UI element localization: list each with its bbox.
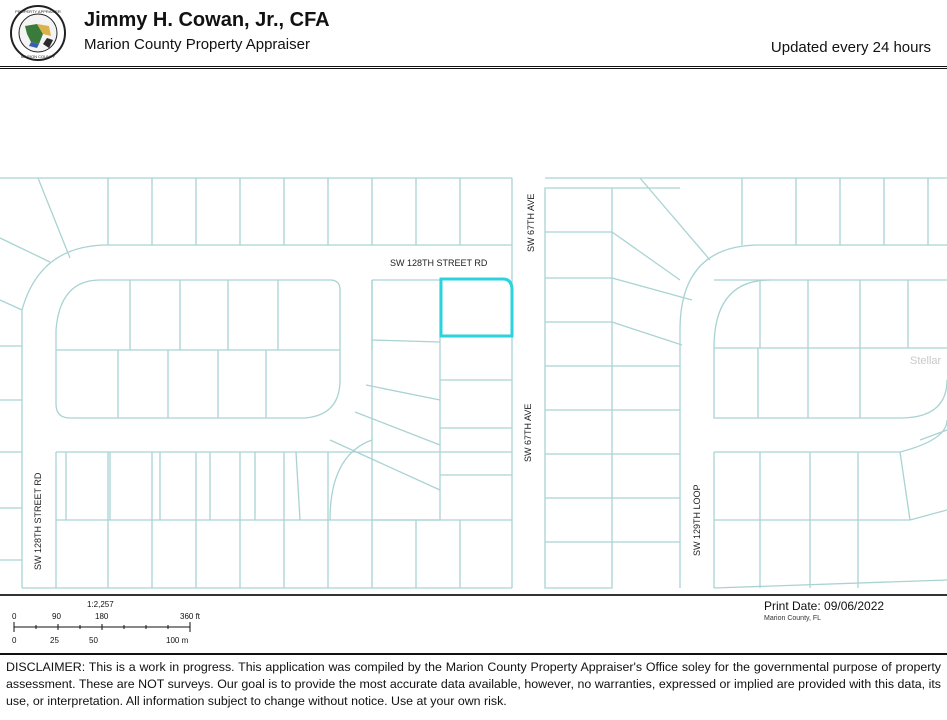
scale-ft-360: 360 ft xyxy=(180,612,201,621)
print-date: Print Date: 09/06/2022 xyxy=(764,599,885,613)
parcel-lines xyxy=(0,178,947,588)
street-label-67th-ave-top: SW 67TH AVE xyxy=(526,193,536,252)
map-watermark: Stellar xyxy=(910,355,942,367)
print-county: Marion County, FL xyxy=(764,615,822,622)
scale-m-25: 25 xyxy=(50,636,59,645)
header-divider xyxy=(0,66,947,67)
parcel-map-canvas[interactable] xyxy=(0,68,947,595)
office-name: Marion County Property Appraiser xyxy=(84,36,310,53)
scale-ft-0: 0 xyxy=(12,612,17,621)
street-label-67th-ave-mid: SW 67TH AVE xyxy=(523,403,533,462)
update-note: Updated every 24 hours xyxy=(770,39,931,56)
scale-m-0: 0 xyxy=(12,636,17,645)
parcel-map[interactable] xyxy=(0,68,947,595)
street-label-128th-rd-left: SW 128TH STREET RD xyxy=(33,472,43,570)
svg-text:PROPERTY APPRAISER: PROPERTY APPRAISER xyxy=(15,9,61,14)
street-label-129th-loop: SW 129TH LOOP xyxy=(692,484,702,556)
scale-ratio: 1:2,257 xyxy=(87,600,114,609)
selected-parcel[interactable] xyxy=(441,279,512,336)
scale-bar xyxy=(0,596,420,652)
appraiser-name: Jimmy H. Cowan, Jr., CFA xyxy=(84,9,330,31)
scale-ft-90: 90 xyxy=(52,612,61,621)
street-label-128th-rd-top: SW 128TH STREET RD xyxy=(390,258,488,268)
property-appraiser-seal xyxy=(7,4,69,62)
scale-ft-180: 180 xyxy=(95,612,109,621)
header xyxy=(0,0,947,66)
footer-divider xyxy=(0,653,947,655)
disclaimer: DISCLAIMER: This is a work in progress. This application was compiled by the Marion County Property Appraiser's Office soley for the governmental purpose of property assessment. These are NOT surveys. Our goal is to provide the most accurate data available, however, no warranties, expressed or implied are provided with this data, its use, or interpretation. All information subject to change without notice. Use at your own risk. xyxy=(6,660,941,708)
scale-lines xyxy=(14,622,190,632)
svg-text:MARION COUNTY: MARION COUNTY xyxy=(21,54,55,59)
scale-m-50: 50 xyxy=(89,636,98,645)
scale-m-100: 100 m xyxy=(166,636,189,645)
